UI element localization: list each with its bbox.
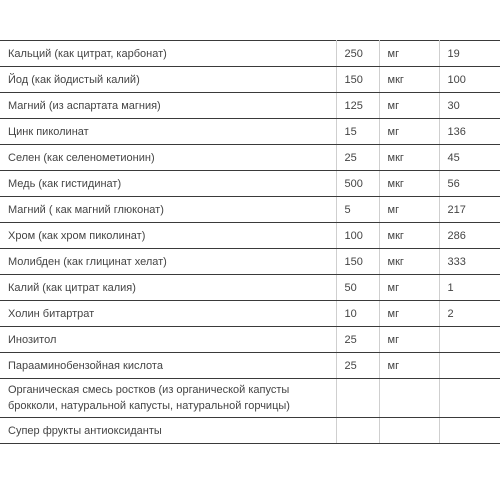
ingredient-amount: 10 [336,301,379,327]
ingredient-unit: мкг [379,145,439,171]
ingredient-unit: мкг [379,171,439,197]
ingredient-amount: 250 [336,41,379,67]
ingredient-name: Медь (как гистидинат) [0,171,336,197]
nutrition-table [0,40,500,444]
daily-value-percent: 2 [439,301,500,327]
daily-value-percent: 100 [439,67,500,93]
table-row [0,119,500,145]
ingredient-amount [336,379,379,418]
ingredient-amount: 150 [336,67,379,93]
ingredient-unit: мг [379,275,439,301]
table-row [0,41,500,67]
daily-value-percent [439,418,500,444]
ingredient-unit: мг [379,41,439,67]
daily-value-percent: 333 [439,249,500,275]
ingredient-amount: 25 [336,327,379,353]
daily-value-percent [439,379,500,418]
table-row [0,379,500,418]
table-row [0,418,500,444]
ingredient-unit: мкг [379,249,439,275]
table-row [0,145,500,171]
daily-value-percent: 45 [439,145,500,171]
daily-value-percent: 19 [439,41,500,67]
ingredient-unit: мг [379,119,439,145]
ingredient-name: Супер фрукты антиоксиданты [0,418,336,444]
ingredient-amount: 25 [336,145,379,171]
table-row [0,67,500,93]
daily-value-percent: 286 [439,223,500,249]
daily-value-percent: 217 [439,197,500,223]
ingredient-amount: 5 [336,197,379,223]
ingredient-name: Кальций (как цитрат, карбонат) [0,41,336,67]
table-row [0,275,500,301]
daily-value-percent: 1 [439,275,500,301]
daily-value-percent: 30 [439,93,500,119]
daily-value-percent [439,327,500,353]
ingredient-amount: 100 [336,223,379,249]
ingredient-unit: мг [379,353,439,379]
table-row [0,249,500,275]
ingredient-name: Инозитол [0,327,336,353]
ingredient-amount [336,418,379,444]
table-row [0,93,500,119]
ingredient-unit: мг [379,327,439,353]
daily-value-percent: 56 [439,171,500,197]
table-row [0,301,500,327]
ingredient-amount: 500 [336,171,379,197]
ingredient-amount: 15 [336,119,379,145]
ingredient-unit: мг [379,301,439,327]
ingredient-name: Магний ( как магний глюконат) [0,197,336,223]
ingredient-name: Хром (как хром пиколинат) [0,223,336,249]
ingredient-amount: 150 [336,249,379,275]
daily-value-percent: 136 [439,119,500,145]
ingredient-unit: мг [379,197,439,223]
nutrition-table-container [0,40,500,444]
ingredient-name: Йод (как йодистый калий) [0,67,336,93]
ingredient-unit: мкг [379,223,439,249]
table-row [0,327,500,353]
ingredient-name: Молибден (как глицинат хелат) [0,249,336,275]
ingredient-unit: мг [379,93,439,119]
ingredient-amount: 125 [336,93,379,119]
ingredient-amount: 50 [336,275,379,301]
ingredient-name: Цинк пиколинат [0,119,336,145]
ingredient-name: Парааминобензойная кислота [0,353,336,379]
table-row [0,171,500,197]
ingredient-name: Магний (из аспартата магния) [0,93,336,119]
table-row [0,197,500,223]
ingredient-name: Холин битартрат [0,301,336,327]
ingredient-unit [379,379,439,418]
ingredient-name: Органическая смесь ростков (из органической капусты брокколи, натуральной капусты, натуральной горчицы) [0,379,336,418]
ingredient-unit [379,418,439,444]
ingredient-amount: 25 [336,353,379,379]
ingredient-name: Калий (как цитрат калия) [0,275,336,301]
ingredient-unit: мкг [379,67,439,93]
daily-value-percent [439,353,500,379]
ingredient-name: Селен (как селенометионин) [0,145,336,171]
table-row [0,353,500,379]
table-row [0,223,500,249]
